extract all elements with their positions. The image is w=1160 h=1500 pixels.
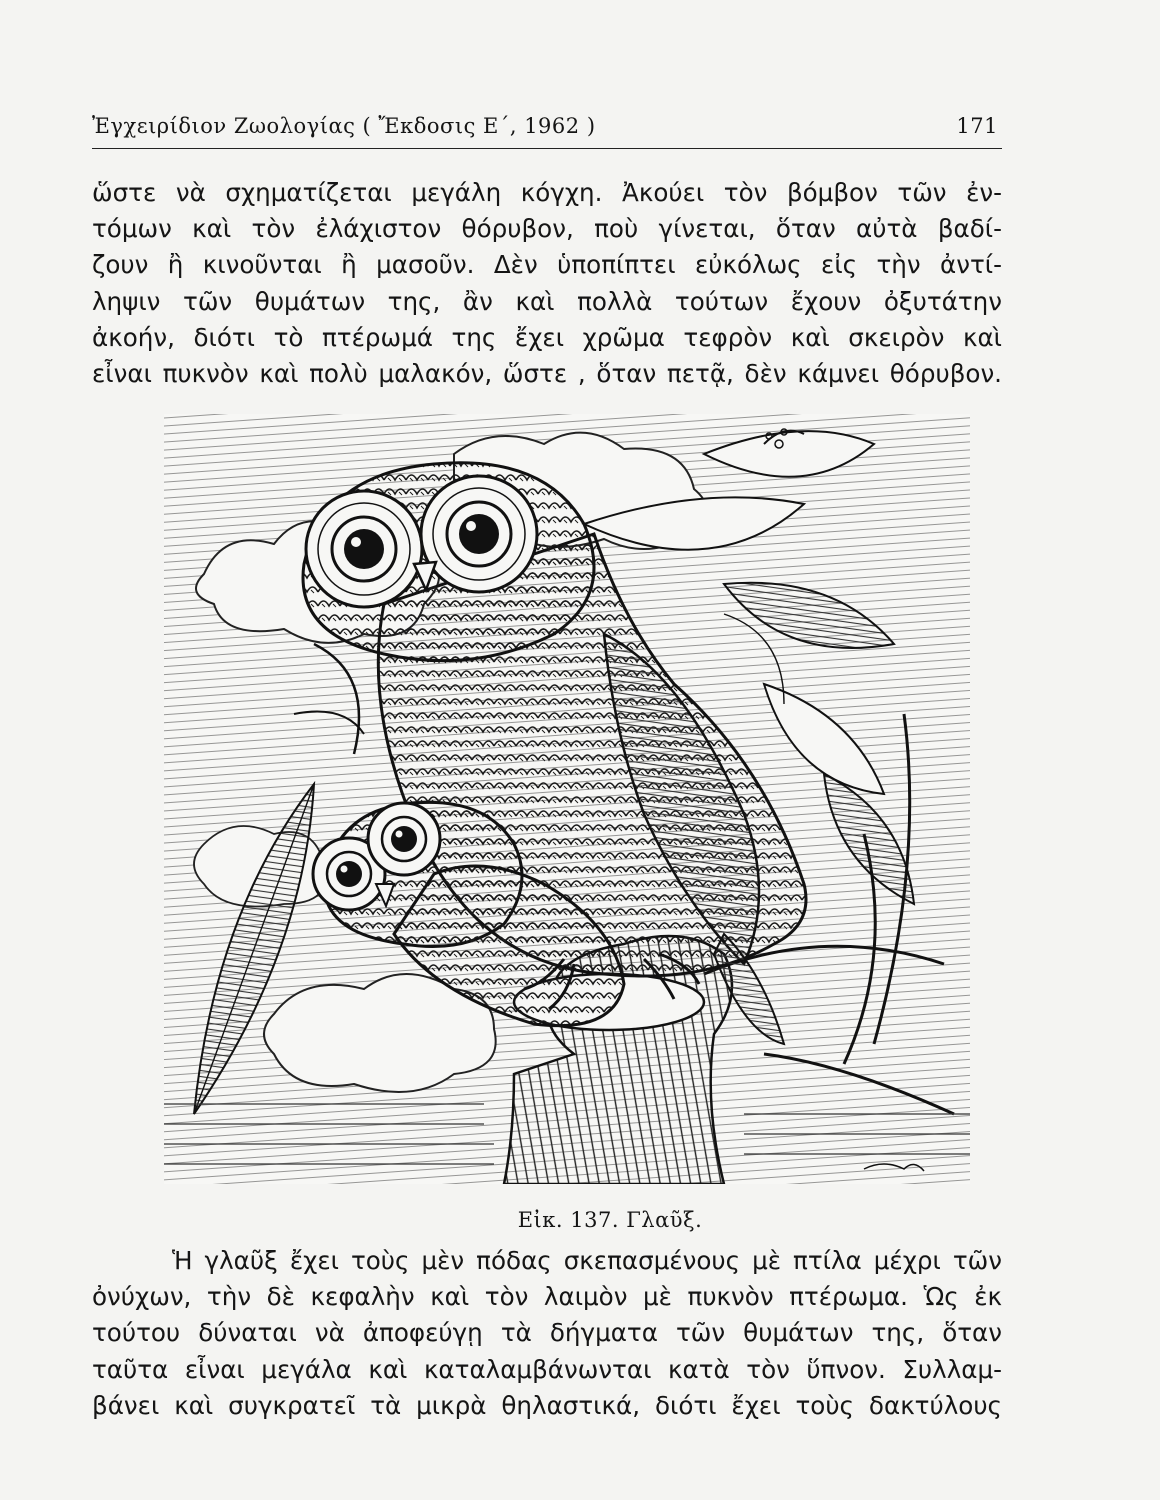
- figure-caption: [0, 1208, 1160, 1232]
- text-line: βάνει καὶ συγκρατεῖ τὰ μικρὰ θηλαστικά, διότι ἔχει τοὺς δακτύλους: [92, 1390, 1002, 1420]
- text-line: ζουν ἢ κινοῦνται ἢ μασοῦν. Δὲν ὑποπίπτει εὐκόλως εἰς τὴν ἀντί-: [92, 250, 1002, 280]
- page-number: 171: [956, 114, 998, 138]
- figure-caption-text: Εἰκ. 137. Γλαῦξ.: [517, 1208, 703, 1232]
- text-line: ὥστε νὰ σχηματίζεται μεγάλη κόγχη. Ἀκούει τὸν βόμβον τῶν ἐν-: [92, 178, 1002, 207]
- text-line: ληψιν τῶν θυμάτων της, ἂν καὶ πολλὰ τούτων ἔχουν ὀξυτάτην: [92, 286, 1002, 316]
- text-line: ταῦτα εἶναι μεγάλα καὶ καταλαμβάνωνται κατὰ τὸν ὕπνον. Συλλαμ-: [92, 1354, 1002, 1384]
- owl-illustration: [164, 414, 970, 1184]
- paragraph-top: [92, 175, 1002, 392]
- text-line: ἀκοήν, διότι τὸ πτέρωμά της ἔχει χρῶμα τεφρὸν καὶ σκειρὸν καὶ: [92, 322, 1002, 352]
- running-title: Ἐγχειρίδιον Ζωολογίας ( Ἔκδοσις Ε΄, 1962 ): [92, 114, 596, 138]
- text-line: ὀνύχων, τὴν δὲ κεφαλὴν καὶ τὸν λαιμὸν μὲ πυκνὸν πτέρωμα. Ὡς ἐκ: [92, 1282, 1002, 1312]
- text-line: τόμων καὶ τὸν ἐλάχιστον θόρυβον, ποὺ γίνεται, ὅταν αὐτὰ βαδί-: [92, 214, 1002, 244]
- page-header: [92, 108, 1002, 149]
- text-line: τούτου δύναται νὰ ἀποφεύγῃ τὰ δήγματα τῶν θυμάτων της, ὅταν: [92, 1318, 1002, 1348]
- text-line: εἶναι πυκνὸν καὶ πολὺ μαλακόν, ὥστε , ὅταν πετᾷ, δὲν κάμνει θόρυβον.: [92, 359, 1002, 389]
- text-line: Ἡ γλαῦξ ἔχει τοὺς μὲν πόδας σκεπασμένους μὲ πτίλα μέχρι τῶν: [172, 1246, 1002, 1275]
- paragraph-bottom: [92, 1243, 1002, 1424]
- owl-drawing: [164, 414, 970, 1184]
